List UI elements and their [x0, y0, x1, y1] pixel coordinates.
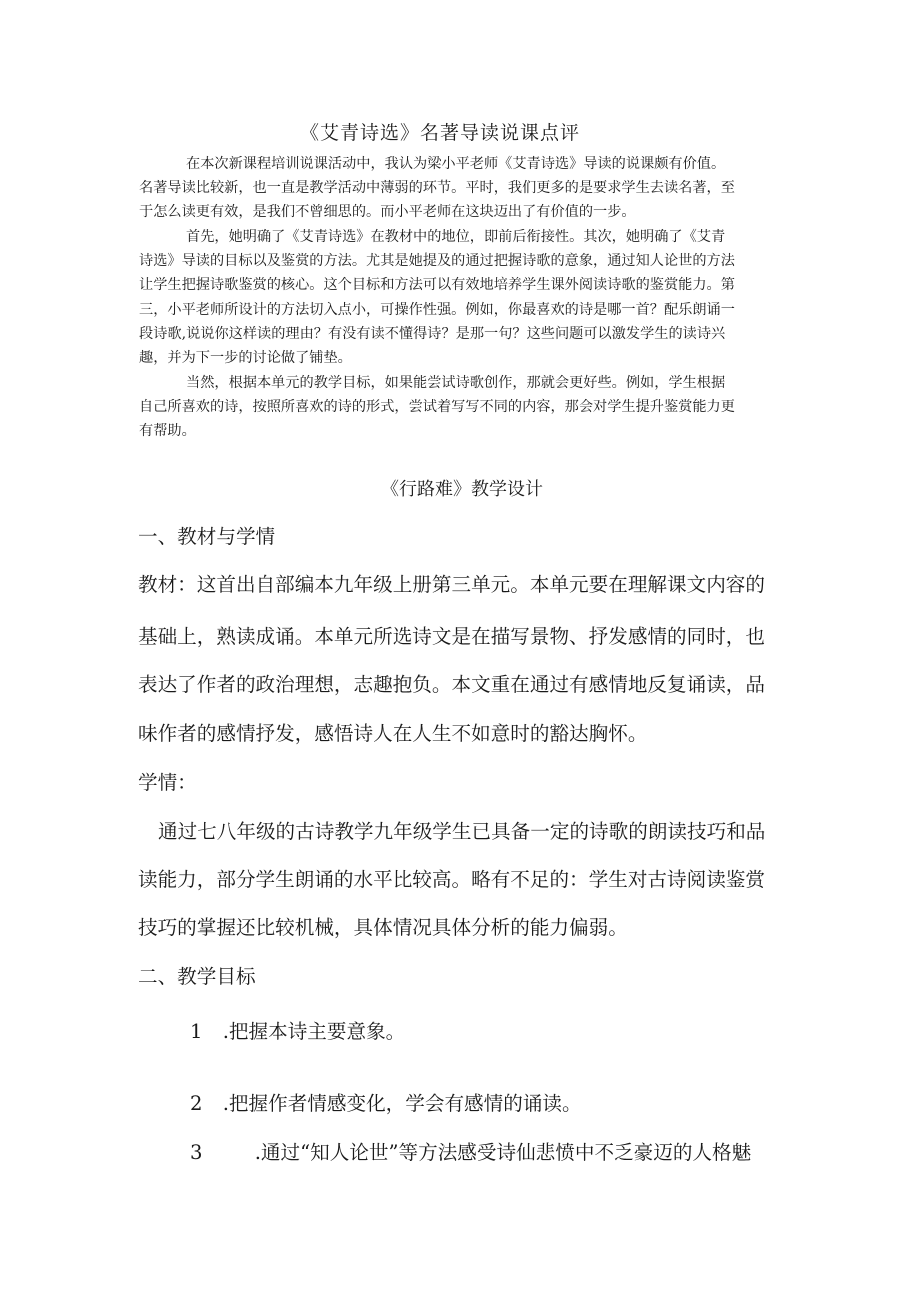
goal-text: .把握作者情感变化，学会有感情的诵读。 — [222, 1092, 582, 1115]
goal-item — [190, 1087, 582, 1115]
goal-number: 1 — [190, 1020, 203, 1043]
material-line: 表达了作者的政治理想，志趣抱负。本文重在通过有感情地反复诵读，品 — [138, 673, 765, 696]
section-heading: 二、教学目标 — [138, 965, 256, 988]
review-line: 三，小平老师所设计的方法切入点小，可操作性强。例如，你最喜欢的诗是哪一首？配乐朗诵一 — [139, 302, 735, 318]
material-line: 基础上，熟读成诵。本单元所选诗文是在描写景物、抒发感情的同时，也 — [138, 625, 765, 648]
material-line: 教材：这首出自部编本九年级上册第三单元。本单元要在理解课文内容的 — [138, 573, 765, 596]
student-line: 读能力，部分学生朗诵的水平比较高。略有不足的：学生对古诗阅读鉴赏 — [138, 868, 765, 891]
student-line: 技巧的掌握还比较机械，具体情况具体分析的能力偏弱。 — [138, 916, 628, 939]
review-line: 于怎么读更有效，是我们不曾细思的。而小平老师在这块迈出了有价值的一步。 — [139, 204, 636, 220]
review-line: 让学生把握诗歌鉴赏的核心。这个目标和方法可以有效地培养学生课外阅读诗歌的鉴赏能力。第 — [139, 277, 735, 293]
review-line: 名著导读比较新，也一直是教学活动中薄弱的环节。平时，我们更多的是要求学生去读名著，至 — [139, 180, 735, 196]
review-line: 有帮助。 — [139, 423, 196, 439]
review-title: 《艾青诗选》名著导读说课点评 — [300, 122, 581, 144]
goal-item — [190, 1136, 790, 1164]
goal-item — [190, 1015, 405, 1043]
review-line: 当然，根据本单元的教学目标，如果能尝试诗歌创作，那就会更好些。例如，学生根据 — [186, 375, 726, 391]
goal-number: 2 — [190, 1092, 203, 1115]
goal-text: .把握本诗主要意象。 — [222, 1020, 406, 1043]
goal-text: .通过“知人论世”等方法感受诗仙悲愤中不乏豪迈的人格魅 — [254, 1141, 752, 1164]
review-line: 诗选》导读的目标以及鉴赏的方法。尤其是她提及的通过把握诗歌的意象，通过知人论世的方法 — [139, 253, 735, 269]
goal-number: 3 — [190, 1141, 203, 1164]
review-line: 趣，并为下一步的讨论做了铺垫。 — [139, 350, 352, 366]
review-line: 段诗歌,说说你这样读的理由？有没有读不懂得诗？是那一句？这些问题可以激发学生的读诗兴 — [139, 326, 726, 342]
review-line: 首先，她明确了《艾青诗选》在教材中的地位，即前后衔接性。其次，她明确了《艾青 — [186, 229, 726, 245]
design-title: 《行路难》教学设计 — [381, 479, 543, 500]
review-line: 自己所喜欢的诗，按照所喜欢的诗的形式，尝试着写写不同的内容，那会对学生提升鉴赏能力更 — [139, 399, 735, 415]
student-label: 学情： — [138, 771, 197, 794]
section-heading: 一、教材与学情 — [138, 525, 276, 548]
material-line: 味作者的感情抒发，感悟诗人在人生不如意时的豁达胸怀。 — [138, 722, 648, 745]
review-line: 在本次新课程培训说课活动中，我认为梁小平老师《艾青诗选》导读的说课颇有价值。 — [186, 156, 726, 172]
student-line: 通过七八年级的古诗教学九年级学生已具备一定的诗歌的朗读技巧和品 — [158, 820, 766, 843]
